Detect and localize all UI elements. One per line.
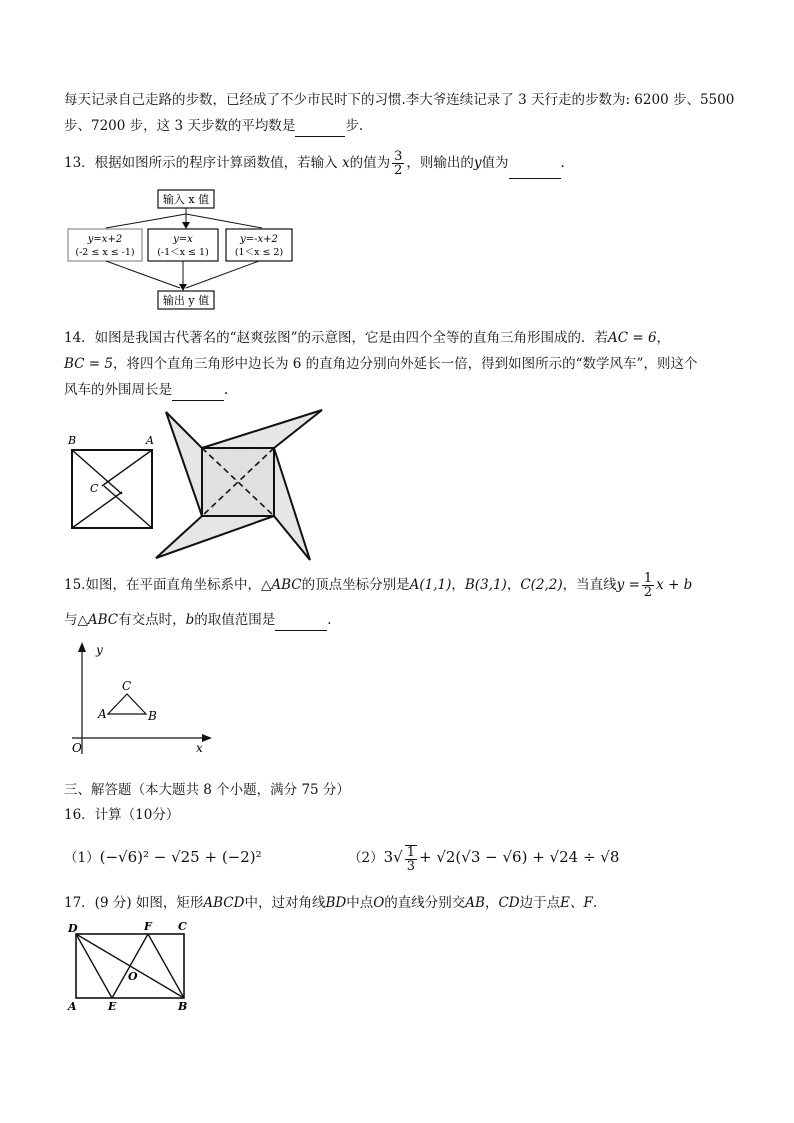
q14-text-2b: ，将四个直角三角形中边长为 6 的直角边分别向外延长一倍，得到如图所示的“数学风车”，则这个 bbox=[112, 356, 698, 372]
q17-label-e: E bbox=[108, 1000, 117, 1012]
q16-p2-sqrt-sign: √ bbox=[393, 848, 403, 866]
q17-rect: ABCD bbox=[203, 895, 245, 911]
q17-end: . bbox=[592, 895, 598, 911]
q13-frac-num: 3 bbox=[394, 149, 403, 164]
q12-text-b: 步. bbox=[345, 118, 364, 134]
q17-label-c: C bbox=[178, 920, 187, 933]
q13-text-mid: 的值为 bbox=[349, 155, 391, 171]
q16-part1 bbox=[64, 842, 262, 873]
q13-answer-blank[interactable] bbox=[509, 148, 561, 179]
wm-blade-right bbox=[274, 448, 310, 560]
q13-frac-den: 2 bbox=[394, 163, 403, 178]
q14-line3 bbox=[64, 380, 228, 401]
wm-blade-bottom bbox=[156, 516, 274, 558]
q17-line-ef bbox=[112, 934, 148, 998]
q17-label-o: O bbox=[128, 970, 138, 983]
q15-label-o: O bbox=[72, 741, 82, 755]
zs-outer-square bbox=[72, 450, 152, 528]
flow-box-2-line2: (-1＜x ≤ 1) bbox=[157, 247, 209, 258]
q16-p2-coefficient: 3 bbox=[383, 848, 394, 866]
q15-line2 bbox=[64, 610, 332, 631]
q15-text-1a: 15.如图，在平面直角坐标系中，△ bbox=[64, 577, 272, 593]
q15-abc-2: ABC bbox=[87, 612, 119, 628]
q15-answer-blank[interactable] bbox=[275, 610, 327, 631]
flow-box-2-line1: y=x bbox=[173, 234, 193, 245]
q16-p1-label: （1） bbox=[64, 850, 100, 866]
q17-text-e: 边于点 bbox=[519, 895, 561, 911]
q14-line1 bbox=[64, 328, 670, 348]
q12-line1: 每天记录自己走路的步数，已经成了不少市民时下的习惯.李大爷连续记录了 3 天行走的步数为: 6200 步、5500 bbox=[64, 92, 735, 108]
q15-y-arrow bbox=[78, 642, 86, 652]
q15-line1: 15.如图，在平面直角坐标系中，△ABC的顶点坐标分别是A(1,1)，B(3,1)，C(2,2)，当直线y = $\frac{1}{2}$ x + b bbox=[64, 571, 693, 600]
q15-point-c: C(2,2) bbox=[520, 577, 563, 593]
q13-text-prefix: 13．根据如图所示的程序计算函数值，若输入 bbox=[64, 155, 338, 171]
q14-text-1c: ， bbox=[656, 330, 671, 346]
q16-title: 16．计算（10分） bbox=[64, 807, 180, 823]
q15-point-b: B(3,1) bbox=[464, 577, 507, 593]
zs-label-c: C bbox=[90, 482, 99, 495]
q15-text-1c: ，当直线 bbox=[562, 577, 617, 593]
q15-text-2c: 的取值范围是 bbox=[194, 612, 276, 628]
q15-eq-y: y = bbox=[616, 577, 640, 593]
q12-line2 bbox=[64, 116, 363, 137]
zs-label-b: B bbox=[68, 434, 77, 447]
q17-cd: CD bbox=[498, 895, 520, 911]
q15-eq-num: 1 bbox=[643, 571, 653, 586]
q17-line-de bbox=[76, 934, 112, 998]
q12-text-a: 步、7200 步，这 3 天步数的平均数是 bbox=[64, 118, 296, 134]
flow-arrow-right bbox=[186, 214, 262, 228]
q16-p2-expression: + √2(√3 − √6) + √24 ÷ √8 bbox=[418, 848, 620, 866]
q13-flowchart bbox=[66, 188, 294, 310]
q17-ab: AB bbox=[465, 895, 485, 911]
q14-text-3a: 风车的外围周长是 bbox=[64, 382, 172, 398]
flow-input-text: 输入 x 值 bbox=[162, 193, 210, 206]
q17-line-fb bbox=[148, 934, 184, 998]
q15-label-y: y bbox=[96, 643, 103, 657]
flow-output-text: 输出 y 值 bbox=[162, 294, 210, 307]
q15-label-c: C bbox=[122, 679, 132, 693]
q15-label-x: x bbox=[196, 741, 203, 755]
q16-p2-label: （2） bbox=[348, 850, 384, 866]
q16-part2 bbox=[348, 842, 619, 873]
q17-label-b: B bbox=[178, 1000, 188, 1012]
q14-text-1a: 14．如图是我国古代著名的“赵爽弦图”的示意图，它是由四个全等的直角三角形围成的．若 bbox=[64, 330, 608, 346]
q17-o: O bbox=[373, 895, 385, 911]
q15-eq-rest: x + b bbox=[656, 577, 693, 593]
flow-merge-right bbox=[186, 261, 259, 288]
q15-eq-den: 2 bbox=[643, 585, 653, 600]
q15-triangle bbox=[108, 694, 146, 714]
q14-eq-bc: BC = 5 bbox=[64, 356, 113, 372]
q17-question bbox=[64, 893, 597, 913]
q15-text-1b: 的顶点坐标分别是 bbox=[301, 577, 410, 593]
q13-var-y: y bbox=[473, 155, 482, 171]
q14-eq-ac: AC = 6 bbox=[607, 330, 657, 346]
q17-label-a: A bbox=[68, 1000, 77, 1012]
q17-label-f: F bbox=[144, 920, 152, 933]
zs-label-a: A bbox=[146, 434, 154, 447]
wm-blade-top bbox=[202, 410, 322, 448]
q15-label-a: A bbox=[98, 707, 107, 721]
q17-sep: ， bbox=[484, 895, 499, 911]
q16-p2-fraction: $\frac{1}{3}$ bbox=[406, 844, 415, 874]
section-3-heading: 三、解答题（本大题共 8 个小题，满分 75 分） bbox=[64, 782, 350, 798]
flow-box-3-line2: (1＜x ≤ 2) bbox=[234, 247, 284, 258]
q13-text-suffix: 值为 bbox=[481, 155, 509, 171]
q15-var-b: b bbox=[185, 612, 195, 628]
q14-windmill-diagram bbox=[150, 408, 328, 564]
flow-box-3-line1: y=-x+2 bbox=[240, 234, 278, 245]
q14-text-3b: . bbox=[224, 382, 229, 398]
q15-text-2b: 有交点时， bbox=[118, 612, 186, 628]
q17-label-d: D bbox=[68, 922, 78, 935]
q17-text-a: 17．(9 分) 如图，矩形 bbox=[64, 895, 204, 911]
q17-text-d: 的直线分别交 bbox=[384, 895, 466, 911]
q14-line2 bbox=[64, 354, 697, 374]
q17-text-b: 中，过对角线 bbox=[244, 895, 326, 911]
flow-arrow-left bbox=[106, 214, 186, 228]
q17-ef: E、F bbox=[560, 895, 593, 911]
q15-abc-1: ABC bbox=[271, 577, 302, 593]
q14-answer-blank[interactable] bbox=[172, 380, 224, 401]
q15-label-b: B bbox=[148, 709, 157, 723]
q13-text-mid2: ，则输出的 bbox=[406, 155, 474, 171]
q15-text-2d: . bbox=[327, 612, 332, 628]
wm-blade-left bbox=[166, 412, 202, 516]
q13-text-end: . bbox=[560, 155, 565, 171]
flow-arrowhead-1 bbox=[182, 222, 190, 229]
q13-var-x: x bbox=[341, 155, 350, 171]
q15-text-2a: 与△ bbox=[64, 612, 88, 628]
q13-fraction bbox=[392, 150, 404, 177]
q15-eq-fraction bbox=[642, 572, 654, 599]
flow-arrowhead-2 bbox=[179, 284, 187, 291]
flow-box-1-line2: (-2 ≤ x ≤ -1) bbox=[75, 247, 135, 258]
q13-question bbox=[64, 148, 565, 179]
flow-box-1-line1: y=x+2 bbox=[87, 234, 123, 245]
flow-merge-left bbox=[106, 261, 180, 288]
q14-zhao-shuang-diagram bbox=[64, 430, 156, 532]
q15-x-arrow bbox=[202, 734, 212, 742]
q12-answer-blank[interactable] bbox=[295, 116, 345, 137]
q15-point-a: A(1,1) bbox=[409, 577, 452, 593]
q17-text-c: 中点 bbox=[346, 895, 374, 911]
q17-rectangle-figure bbox=[64, 920, 200, 1012]
q15-coordinate-figure bbox=[66, 640, 216, 758]
q16-p1-expression: (−√6)² − √25 + (−2)² bbox=[99, 848, 262, 866]
q17-bd: BD bbox=[325, 895, 347, 911]
